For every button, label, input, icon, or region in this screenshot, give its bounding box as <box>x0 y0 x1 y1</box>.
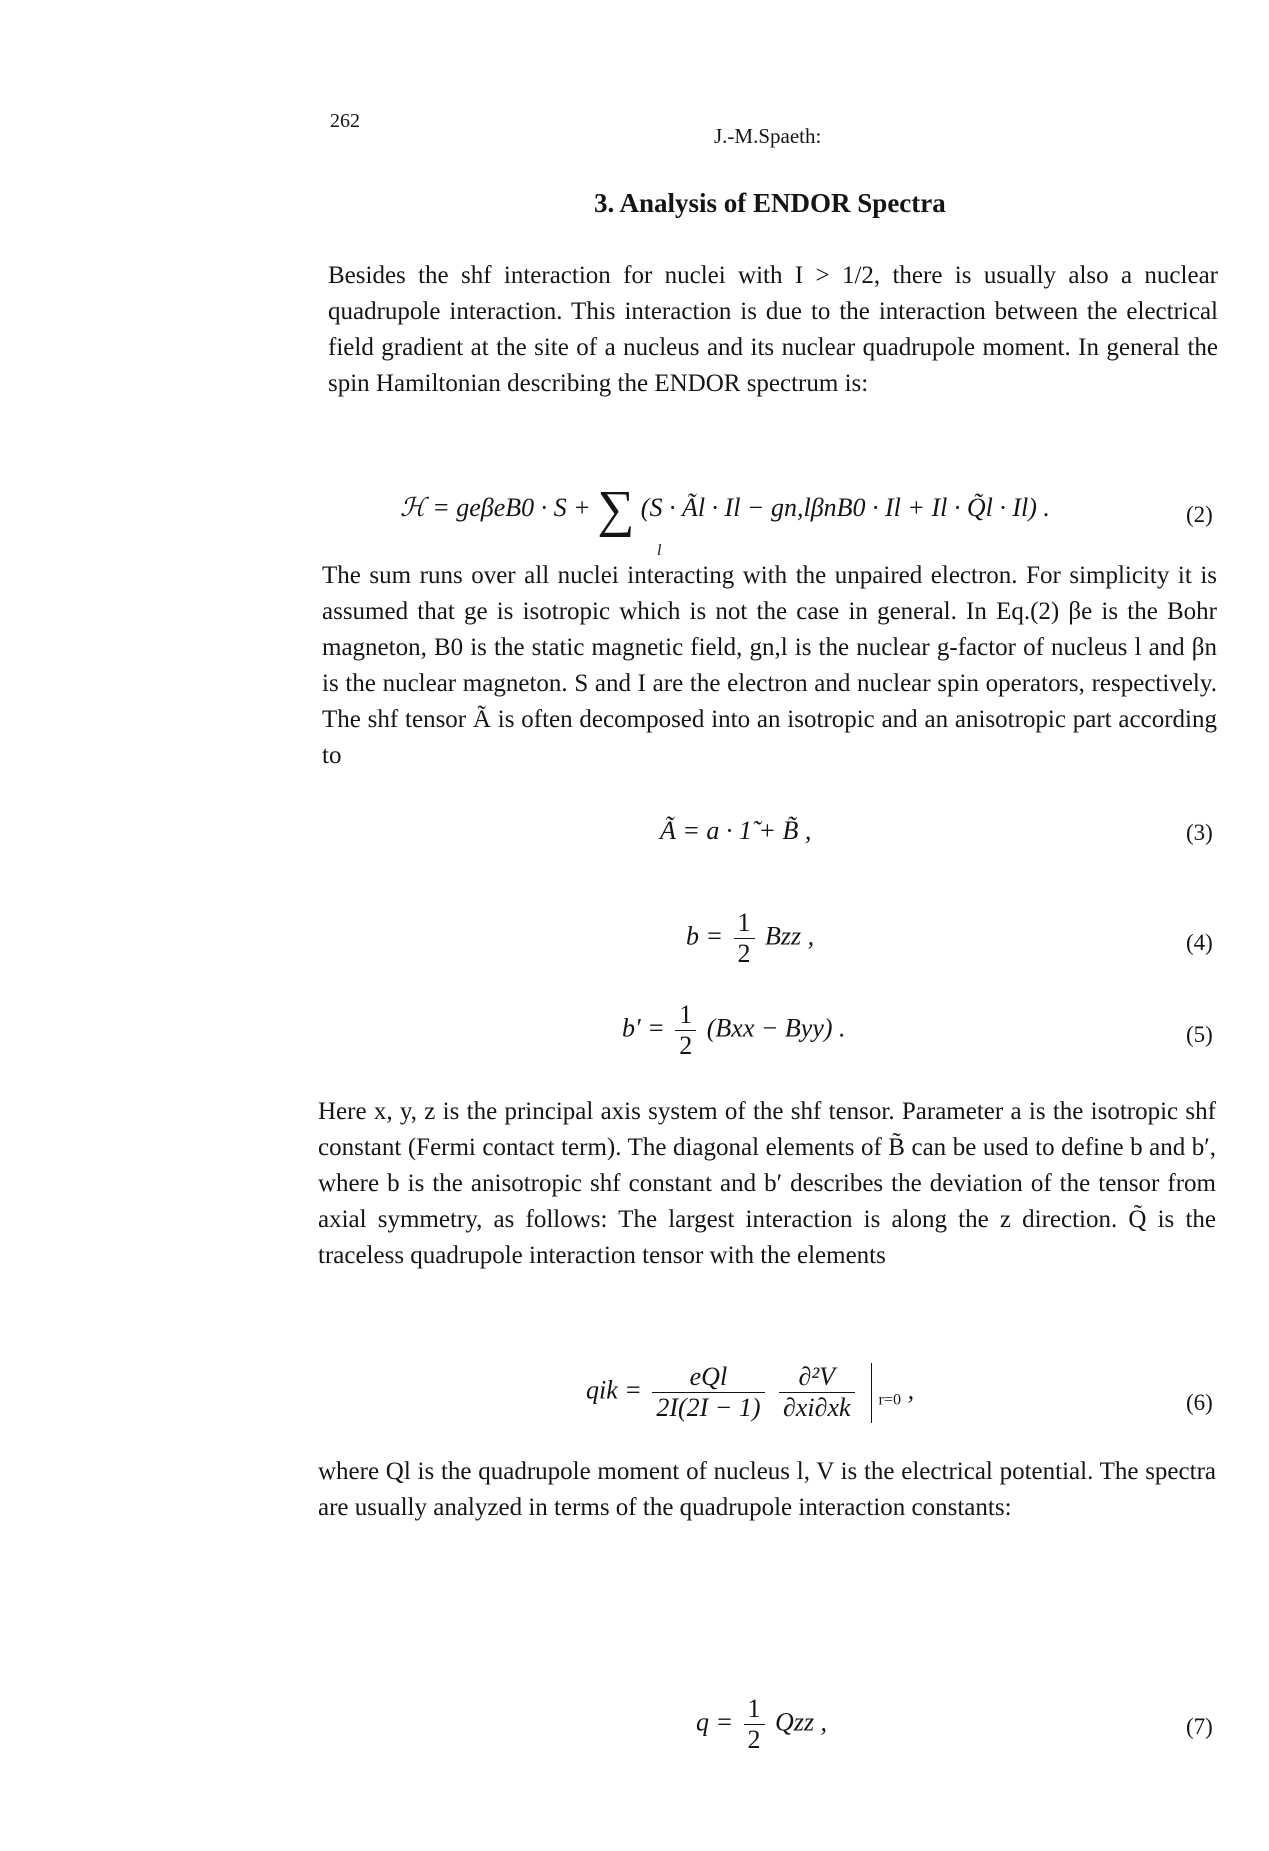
fraction-charge-quadrupole: $\frac{\text{eQl}}{2I(2I - 1)}$ <box>652 1362 764 1423</box>
equation-4-rhs: Bzz , <box>765 921 815 951</box>
paragraph-intro: Besides the shf interaction for nuclei with I > 1/2, there is usually also a nuclear quadrupole interaction. This interaction is due to the interaction between the electrical field gradient at the site of a nucleus and its nuclear quadrupole moment. In general the spin Hamiltonian describing the ENDOR spectrum is: <box>328 262 1218 397</box>
equation-4 <box>686 908 814 969</box>
equation-6-number: (6) <box>1186 1390 1213 1415</box>
equation-2 <box>400 481 1050 538</box>
paragraph-hamiltonian: The sum runs over all nuclei interacting with the unpaired electron. For simplicity it is assumed that ge is isotropic which is not the case in general. In Eq.(2) βe is the Bohr magneton, B0 is the static magnetic field, gn,l is the nuclear g-factor of nucleus l and βn is the nuclear magneton. S and I are the electron and nuclear spin operators, respectively. The shf tensor Ã is often decomposed into an isotropic and an anisotropic part according to <box>322 562 1217 769</box>
equation-3-number: (3) <box>1186 820 1213 845</box>
equation-7-lhs: q = <box>696 1707 734 1737</box>
sum-symbol: ∑ <box>597 481 635 538</box>
paragraph-quadrupole: where Ql is the quadrupole moment of nucleus l, V is the electrical potential. The spectra are usually analyzed in terms of the quadrupole interaction constants: <box>318 1458 1216 1521</box>
equation-7-rhs: Qzz , <box>775 1707 828 1737</box>
equation-7-number: (7) <box>1186 1714 1213 1739</box>
equation-5-rhs: (Bxx − Byy) . <box>706 1013 846 1043</box>
equation-5-lhs: b′ = <box>622 1013 665 1043</box>
fraction-one-half: $\frac{1}{2}$ <box>675 1000 696 1061</box>
equation-6 <box>586 1362 914 1423</box>
fraction-one-half: $\frac{1}{2}$ <box>744 1694 765 1755</box>
equation-4-number: (4) <box>1186 930 1213 955</box>
equation-5 <box>622 1000 846 1061</box>
page-number: 262 <box>330 110 360 132</box>
fraction-one-half: $\frac{1}{2}$ <box>734 908 755 969</box>
sum-index: l <box>657 542 662 559</box>
evaluation-point: r=0 <box>878 1391 902 1409</box>
paragraph-shf-tensor: Here x, y, z is the principal axis system of the shf tensor. Parameter a is the isotropic shf constant (Fermi contact term). The diagonal elements of B̃ can be used to define b and b′, where b is the anisotropic shf constant and b′ describes the deviation of the tensor from axial symmetry, as follows: The largest interaction is along the z direction. Q̃ is the traceless quadrupole interaction tensor with the elements <box>318 1098 1216 1269</box>
equation-2-lhs: ℋ = geβeB0 · S + <box>400 492 591 522</box>
equation-6-lhs: qik = <box>586 1375 642 1405</box>
equation-5-number: (5) <box>1186 1022 1213 1047</box>
running-head: J.-M.Spaeth: <box>714 124 822 148</box>
equation-7 <box>696 1694 827 1755</box>
equation-6-trail: , <box>907 1375 915 1405</box>
section-title: 3. Analysis of ENDOR Spectra <box>594 188 946 218</box>
evaluation-bar <box>871 1363 872 1423</box>
equation-4-lhs: b = <box>686 921 724 951</box>
equation-2-body: (S · Ãl · Il − gn,lβnB0 · Il + Il · Q̃l · Il) . <box>640 492 1050 522</box>
equation-2-number: (2) <box>1186 502 1213 527</box>
fraction-second-derivative: $\frac{\text{∂²V}}{\partial xi\partial xk}$ <box>779 1362 855 1423</box>
equation-3: Ã = a · 1̃ + B̃ , <box>660 816 812 845</box>
